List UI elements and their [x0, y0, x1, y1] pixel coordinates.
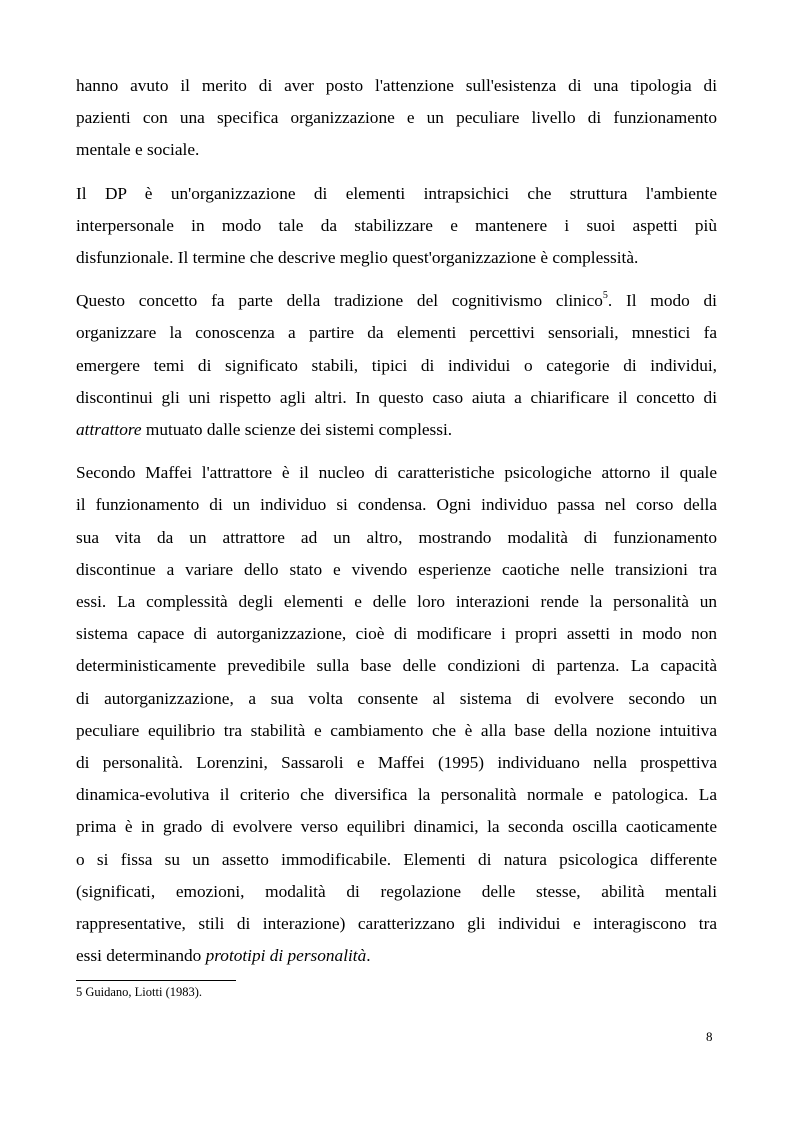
text-line: emergere temi di significato stabili, tipici di individui o categorie di individui,: [76, 355, 717, 375]
text-line: mentale e sociale.: [76, 140, 200, 160]
italic-term: prototipi di personalità: [205, 946, 367, 966]
paragraph-1: [76, 70, 717, 167]
footnote: 5 Guidano, Liotti (1983).: [76, 985, 203, 999]
footnote-reference[interactable]: 5: [602, 290, 608, 302]
text-line: prima è in grado di evolvere verso equilibri dinamici, la seconda oscilla caoticamente: [76, 817, 717, 837]
text-line: pazienti con una specifica organizzazione e un peculiare livello di funzionamento: [76, 108, 717, 128]
paragraph-2: [76, 178, 717, 275]
paragraph-4: [76, 457, 717, 972]
paragraph-3: [76, 285, 717, 446]
text-line: rappresentative, stili di interazione) caratterizzano gli individui e interagiscono tra: [76, 914, 717, 934]
text-line: interpersonale in modo tale da stabilizzare e mantenere i suoi aspetti più: [76, 215, 717, 235]
text-line: deterministicamente prevedibile sulla base delle condizioni di partenza. La capacità: [76, 656, 717, 676]
footnote-divider: [76, 980, 236, 981]
text-line: essi. La complessità degli elementi e delle loro interazioni rende la personalità un: [76, 592, 717, 612]
text-line: [76, 940, 717, 972]
text-line: dinamica-evolutiva il criterio che diversifica la personalità normale e patologica. La: [76, 785, 717, 805]
text-line: [76, 414, 717, 446]
text-line: hanno avuto il merito di aver posto l'attenzione sull'esistenza di una tipologia di: [76, 76, 717, 95]
text-line: organizzare la conoscenza a partire da elementi percettivi sensoriali, mnestici fa: [76, 323, 717, 343]
text-line: discontinue a variare dello stato e vivendo esperienze caotiche nelle transizioni tra: [76, 559, 717, 579]
body-text: [76, 70, 717, 983]
text-fragment: .: [366, 946, 371, 966]
page-number: 8: [706, 1029, 713, 1044]
text-line: sua vita da un attrattore ad un altro, mostrando modalità di funzionamento: [76, 527, 717, 547]
text-line: di autorganizzazione, a sua volta consente al sistema di evolvere secondo un: [76, 688, 717, 708]
text-line: peculiare equilibrio tra stabilità e cambiamento che è alla base della nozione intuitiva: [76, 720, 717, 740]
text-fragment: mutuato dalle scienze dei sistemi complessi.: [141, 420, 453, 440]
text-line: sistema capace di autorganizzazione, cioè di modificare i propri assetti in modo non: [76, 624, 717, 644]
text-line: o si fissa su un assetto immodificabile. Elementi di natura psicologica differente: [76, 849, 717, 869]
text-fragment: Questo concetto fa parte della tradizione del cognitivismo clinico: [76, 291, 603, 311]
text-line: Il DP è un'organizzazione di elementi intrapsichici che struttura l'ambiente: [76, 183, 717, 203]
text-line: Secondo Maffei l'attrattore è il nucleo di caratteristiche psicologiche attorno il quale: [76, 463, 717, 483]
italic-term: attrattore: [76, 420, 142, 440]
text-line: (significati, emozioni, modalità di regolazione delle stesse, abilità mentali: [76, 881, 717, 901]
text-line: il funzionamento di un individuo si condensa. Ogni individuo passa nel corso della: [76, 495, 717, 515]
text-fragment: essi determinando: [76, 946, 206, 966]
text-line: di personalità. Lorenzini, Sassaroli e Maffei (1995) individuano nella prospettiva: [76, 753, 717, 773]
text-line: discontinui gli uni rispetto agli altri. In questo caso aiuta a chiarificare il concetto di: [76, 387, 717, 407]
text-line: [76, 285, 717, 317]
text-fragment: . Il modo di: [607, 291, 717, 311]
text-line: disfunzionale. Il termine che descrive meglio quest'organizzazione è complessità.: [76, 248, 639, 268]
